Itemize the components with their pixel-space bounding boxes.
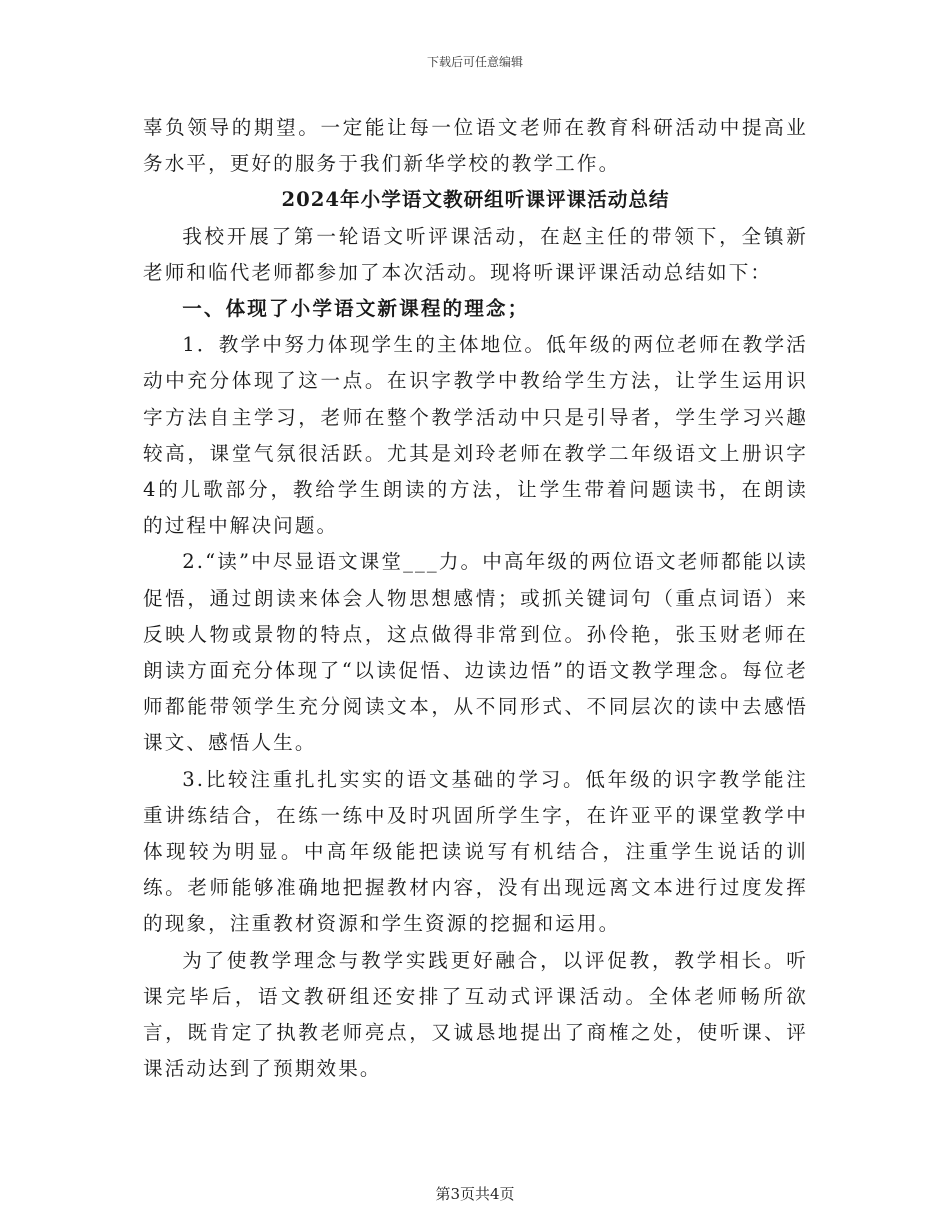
point-3-paragraph: 3.比较注重扎扎实实的语文基础的学习。低年级的识字教学能注重讲练结合，在练一练中及时巩固所学生字，在许亚平的课堂教学中体现较为明显。中高年级能把读说写有机结合，注重学生说话的训练。老师能够准确地把握教材内容，没有出现远离文本进行过度发挥的现象，注重教材资源和学生资源的挖掘和运用。 — [143, 767, 808, 936]
intro-paragraph: 我校开展了第一轮语文听评课活动，在赵主任的带领下，全镇新老师和临代老师都参加了本次活动。现将听课评课活动总结如下： — [143, 224, 808, 284]
page-number: 第3页共4页 — [435, 1185, 515, 1203]
document-title: 2024年小学语文教研组听课评课活动总结 — [281, 188, 670, 212]
page-header: 下载后可任意编辑 — [426, 55, 523, 69]
document-body — [143, 110, 808, 1087]
section-heading: 一、体现了小学语文新课程的理念； — [182, 297, 530, 321]
point-2-paragraph: 2.“读”中尽显语文课堂___力。中高年级的两位语文老师都能以读促悟，通过朗读来体会人物思想感情；或抓关键词句（重点词语）来反映人物或景物的特点，这点做得非常到位。孙伶艳，张玉财老师在朗读方面充分体现了“以读促悟、边读边悟”的语文教学理念。每位老师都能带领学生充分阅读文本，从不同形式、不同层次的读中去感悟课文、感悟人生。 — [143, 550, 808, 755]
carry-over-paragraph: 辜负领导的期望。一定能让每一位语文老师在教育科研活动中提高业务水平，更好的服务于我们新华学校的教学工作。 — [143, 116, 808, 176]
point-1-paragraph: 1．教学中努力体现学生的主体地位。低年级的两位老师在教学活动中充分体现了这一点。在识字教学中教给学生方法，让学生运用识字方法自主学习，老师在整个教学活动中只是引导者，学生学习兴趣较高，课堂气氛很活跃。尤其是刘玲老师在教学二年级语文上册识字4的儿歌部分，教给学生朗读的方法，让学生带着问题读书，在朗读的过程中解决问题。 — [143, 333, 808, 538]
closing-paragraph: 为了使教学理念与教学实践更好融合，以评促教，教学相长。听课完毕后，语文教研组还安排了互动式评课活动。全体老师畅所欲言，既肯定了执教老师亮点，又诚恳地提出了商榷之处，使听课、评课活动达到了预期效果。 — [143, 948, 808, 1081]
